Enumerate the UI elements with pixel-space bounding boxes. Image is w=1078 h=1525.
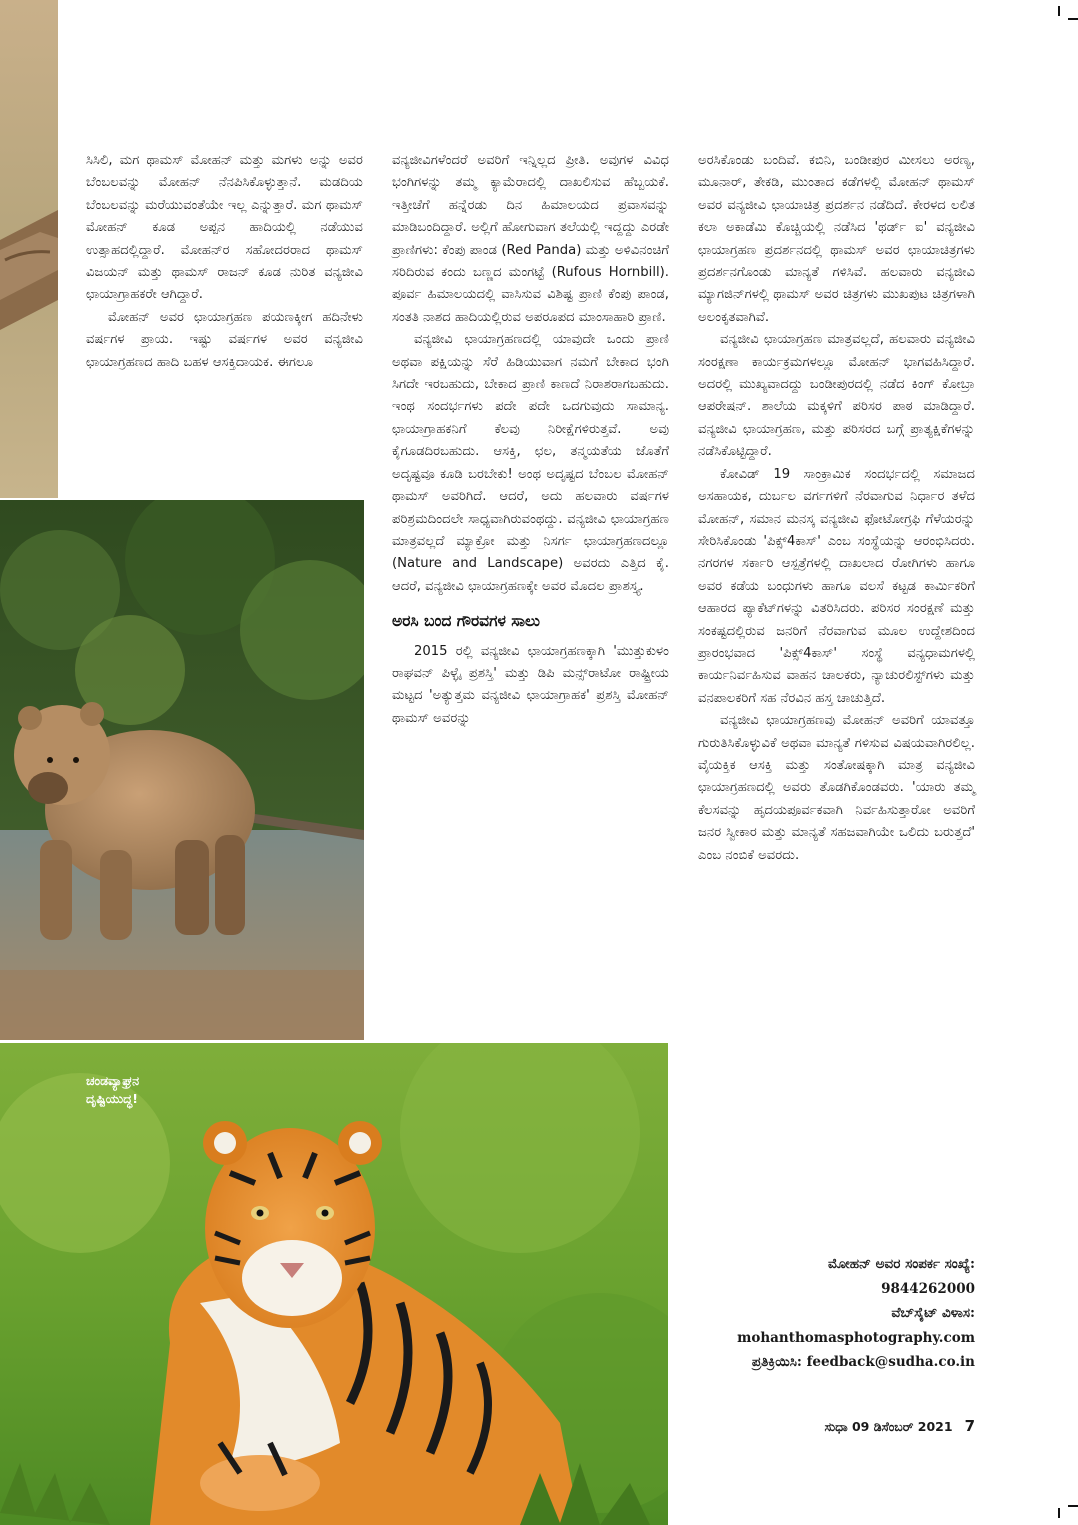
contact-block <box>675 1252 975 1375</box>
section-subheading: ಅರಸಿ ಬಂದ ಗೌರವಗಳ ಸಾಲು <box>392 612 540 631</box>
tiger-caption <box>86 1072 139 1108</box>
contact-phone-label: ಮೋಹನ್ ಅವರ ಸಂಪರ್ಕ ಸಂಖ್ಯೆ: <box>828 1256 975 1272</box>
page-number: 7 <box>964 1417 975 1435</box>
contact-website-label: ವೆಬ್‌ಸೈಟ್ ವಿಳಾಸ: <box>891 1305 975 1321</box>
paragraph: ವನ್ಯಜೀವಿ ಛಾಯಾಗ್ರಹಣದಲ್ಲಿ ಯಾವುದೇ ಒಂದು ಪ್ರಾಣಿ ಅಥವಾ ಪಕ್ಷಿಯನ್ನು ಸೆರೆ ಹಿಡಿಯುವಾಗ ನಮಗೆ ಬೇಕಾದ ಭಂಗಿ ಸಿಗದೇ ಇರಬಹುದು, ಬೇಕಾದ ಪ್ರಾಣಿ ಕಾಣದೆ ನಿರಾಶರಾಗಬಹುದು. ಇಂಥ ಸಂದರ್ಭಗಳು ಪದೇ ಪದೇ ಒದಗುವುದು ಸಾಮಾನ್ಯ. ಛಾಯಾಗ್ರಾಹಕನಿಗೆ ಕೆಲವು ನಿರೀಕ್ಷೆಗಳಿರುತ್ತವೆ. ಅವು ಕೈಗೂಡದಿರಬಹುದು. ಆಸಕ್ತಿ, ಛಲ, ತನ್ಮಯತೆಯ ಜೊತೆಗೆ ಅದೃಷ್ಟವೂ ಕೂಡಿ ಬರಬೇಕು! ಅಂಥ ಅದೃಷ್ಟದ ಬೆಂಬಲ ಮೋಹನ್ ಥಾಮಸ್ ಅವರಿಗಿದೆ. ಆದರೆ, ಅದು ಹಲವಾರು ವರ್ಷಗಳ ಪರಿಶ್ರಮದಿಂದಲೇ ಸಾಧ್ಯವಾಗಿರುವಂಥದ್ದು. ವನ್ಯಜೀವಿ ಛಾಯಾಗ್ರಹಣ ಮಾತ್ರವಲ್ಲದೆ ಮ್ಯಾಕ್ರೋ ಮತ್ತು ನಿಸರ್ಗ ಛಾಯಾಗ್ರಹಣದಲ್ಲೂ (Nature and Landscape) ಅವರದು ಎತ್ತಿದ ಕೈ. ಆದರೆ, ವನ್ಯಜೀವಿ ಛಾಯಾಗ್ರಹಣಕ್ಕೇ ಅವರ ಮೊದಲ ಪ್ರಾಶಸ್ತ್ಯ. <box>392 332 669 594</box>
paragraph: ವನ್ಯಜೀವಿ ಛಾಯಾಗ್ರಹಣವು ಮೋಹನ್ ಅವರಿಗೆ ಯಾವತ್ತೂ ಗುರುತಿಸಿಕೊಳ್ಳುವಿಕೆ ಅಥವಾ ಮಾನ್ಯತೆ ಗಳಿಸುವ ವಿಷಯವಾಗಿರಲಿಲ್ಲ. ವೈಯಕ್ತಿಕ ಆಸಕ್ತಿ ಮತ್ತು ಸಂತೋಷಕ್ಕಾಗಿ ಮಾತ್ರ ವನ್ಯಜೀವಿ ಛಾಯಾಗ್ರಹಣದಲ್ಲಿ ಅವರು ತೊಡಗಿಕೊಂಡವರು. 'ಯಾರು ತಮ್ಮ ಕೆಲಸವನ್ನು ಹೃದಯಪೂರ್ವಕವಾಗಿ ನಿರ್ವಹಿಸುತ್ತಾರೋ ಅವರಿಗೆ ಜನರ ಸ್ವೀಕಾರ ಮತ್ತು ಮಾನ್ಯತೆ ಸಹಜವಾಗಿಯೇ ಒಲಿದು ಬರುತ್ತದೆ' ಎಂಬ ನಂಬಿಕೆ ಅವರದು. <box>698 713 975 863</box>
paragraph: ಅರಸಿಕೊಂಡು ಬಂದಿವೆ. ಕಬಿನಿ, ಬಂಡೀಪುರ ಮೀಸಲು ಅರಣ್ಯ, ಮೂನಾರ್, ತೇಕಡಿ, ಮುಂತಾದ ಕಡೆಗಳಲ್ಲಿ ಮೋಹನ್ ಥಾಮಸ್ ಅವರ ವನ್ಯಜೀವಿ ಛಾಯಾಚಿತ್ರ ಪ್ರದರ್ಶನ ನಡೆದಿದೆ. ಕೇರಳದ ಲಲಿತ ಕಲಾ ಅಕಾಡೆಮಿ ಕೊಚ್ಚಿಯಲ್ಲಿ ನಡೆಸಿದ 'ಥರ್ಡ್ ಐ' ವನ್ಯಜೀವಿ ಛಾಯಾಗ್ರಹಣ ಪ್ರದರ್ಶನದಲ್ಲಿ ಥಾಮಸ್ ಅವರ ಛಾಯಾಚಿತ್ರಗಳು ಪ್ರದರ್ಶನಗೊಂಡು ಮಾನ್ಯತೆ ಗಳಿಸಿವೆ. ಹಲವಾರು ವನ್ಯಜೀವಿ ಮ್ಯಾಗಜಿನ್‌ಗಳಲ್ಲಿ ಥಾಮಸ್ ಅವರ ಚಿತ್ರಗಳು ಮುಖಪುಟ ಚಿತ್ರಗಳಾಗಿ ಅಲಂಕೃತವಾಗಿವೆ. <box>698 153 975 325</box>
paragraph: 2015 ರಲ್ಲಿ ವನ್ಯಜೀವಿ ಛಾಯಾಗ್ರಹಣಕ್ಕಾಗಿ 'ಮುತ್ತುಕುಳಂ ರಾಘವನ್ ಪಿಳ್ಳೈ ಪ್ರಶಸ್ತಿ' ಮತ್ತು ಡಿಪಿ ಮನ್ಸ್‌ರಾಟೋ ರಾಷ್ಟ್ರೀಯ ಮಟ್ಟದ 'ಅತ್ಯುತ್ತಮ ವನ್ಯಜೀವಿ ಛಾಯಾಗ್ರಾಹಕ' ಪ್ರಶಸ್ತಿ ಮೋಹನ್ ಥಾಮಸ್ ಅವರನ್ನು <box>392 643 669 726</box>
crop-mark <box>1058 1508 1060 1518</box>
paragraph: ವನ್ಯಜೀವಿ ಛಾಯಾಗ್ರಹಣ ಮಾತ್ರವಲ್ಲದೆ, ಹಲವಾರು ವನ್ಯಜೀವಿ ಸಂರಕ್ಷಣಾ ಕಾರ್ಯಕ್ರಮಗಳಲ್ಲೂ ಮೋಹನ್ ಭಾಗವಹಿಸಿದ್ದಾರೆ. ಅದರಲ್ಲಿ ಮುಖ್ಯವಾದದ್ದು ಬಂಡೀಪುರದಲ್ಲಿ ನಡೆದ ಕಿಂಗ್ ಕೋಬ್ರಾ ಆಪರೇಷನ್. ಶಾಲೆಯ ಮಕ್ಕಳಿಗೆ ಪರಿಸರ ಪಾಠ ಮಾಡಿದ್ದಾರೆ. ವನ್ಯಜೀವಿ ಛಾಯಾಗ್ರಹಣ, ಮತ್ತು ಪರಿಸರದ ಬಗ್ಗೆ ಪ್ರಾತ್ಯಕ್ಷಿಕೆಗಳನ್ನು ನಡೆಸಿಕೊಟ್ಟಿದ್ದಾರೆ. <box>698 332 975 460</box>
contact-feedback-email[interactable]: feedback@sudha.co.in <box>806 1354 975 1370</box>
contact-phone: 9844262000 <box>881 1280 975 1297</box>
page-footer <box>825 1417 975 1435</box>
paragraph: ಸಿಸಿಲಿ, ಮಗ ಥಾಮಸ್ ಮೋಹನ್ ಮತ್ತು ಮಗಳು ಅನ್ನು ಅವರ ಬೆಂಬಲವನ್ನು ಮೋಹನ್ ನೆನಪಿಸಿಕೊಳ್ಳುತ್ತಾನೆ. ಮಡದಿಯ ಬೆಂಬಲವನ್ನು ಮರೆಯುವಂತೆಯೇ ಇಲ್ಲ ಎನ್ನುತ್ತಾರೆ. ಮಗ ಥಾಮಸ್ ಮೋಹನ್ ಕೂಡ ಅಪ್ಪನ ಹಾದಿಯಲ್ಲಿ ನಡೆಯುವ ಉತ್ಸಾಹದಲ್ಲಿದ್ದಾರೆ. ಮೋಹನ್‌ರ ಸಹೋದರರಾದ ಥಾಮಸ್ ವಿಜಯನ್ ಮತ್ತು ಥಾಮಸ್ ರಾಜನ್ ಕೂಡ ನುರಿತ ವನ್ಯಜೀವಿ ಛಾಯಾಗ್ರಾಹಕರೇ ಆಗಿದ್ದಾರೆ. <box>86 153 363 303</box>
footer-text: ಸುಧಾ 09 ಡಿಸೆಂಬರ್ 2021 <box>824 1419 953 1434</box>
crop-mark <box>1058 6 1060 16</box>
tiger-caption-line1: ಚಂಡವ್ಯಾಘ್ರನ <box>86 1073 140 1088</box>
article-column-1 <box>86 150 363 374</box>
contact-website[interactable]: mohanthomasphotography.com <box>737 1329 975 1346</box>
bear-photo <box>0 500 364 1040</box>
paragraph: ವನ್ಯಜೀವಿಗಳೆಂದರೆ ಅವರಿಗೆ ಇನ್ನಿಲ್ಲದ ಪ್ರೀತಿ. ಅವುಗಳ ವಿವಿಧ ಭಂಗಿಗಳನ್ನು ತಮ್ಮ ಕ್ಯಾಮೆರಾದಲ್ಲಿ ದಾಖಲಿಸುವ ಹೆಬ್ಬಯಕೆ. ಇತ್ತೀಚೆಗೆ ಹನ್ನೆರಡು ದಿನ ಹಿಮಾಲಯದ ಪ್ರವಾಸವನ್ನು ಮಾಡಿಬಂದಿದ್ದಾರೆ. ಅಲ್ಲಿಗೆ ಹೋಗುವಾಗ ತಲೆಯಲ್ಲಿ ಇದ್ದದ್ದು ಎರಡೇ ಪ್ರಾಣಿಗಳು: ಕೆಂಪು ಪಾಂಡ (Red Panda) ಮತ್ತು ಅಳಿವಿನಂಚಿಗೆ ಸರಿದಿರುವ ಕಂದು ಬಣ್ಣದ ಮಂಗಟ್ಟೆ (Rufous Hornbill). ಪೂರ್ವ ಹಿಮಾಲಯದಲ್ಲಿ ವಾಸಿಸುವ ವಿಶಿಷ್ಟ ಪ್ರಾಣಿ ಕೆಂಪು ಪಾಂಡ, ಸಂತತಿ ನಾಶದ ಹಾದಿಯಲ್ಲಿರುವ ಅಪರೂಪದ ಮಾಂಸಾಹಾರಿ ಪ್ರಾಣಿ. <box>392 153 669 325</box>
tiger-photo <box>0 1043 668 1525</box>
paragraph: ಮೋಹನ್ ಅವರ ಛಾಯಾಗ್ರಹಣ ಪಯಣಕ್ಕೀಗ ಹದಿನೇಳು ವರ್ಷಗಳ ಪ್ರಾಯ. ಇಷ್ಟು ವರ್ಷಗಳ ಅವರ ವನ್ಯಜೀವಿ ಛಾಯಾಗ್ರಹಣದ ಹಾದಿ ಬಹಳ ಆಸಕ್ತಿದಾಯಕ. ಈಗಲೂ <box>86 309 363 370</box>
paragraph: ಕೋವಿಡ್ 19 ಸಾಂಕ್ರಾಮಿಕ ಸಂದರ್ಭದಲ್ಲಿ ಸಮಾಜದ ಅಸಹಾಯಕ, ದುರ್ಬಲ ವರ್ಗಗಳಿಗೆ ನೆರವಾಗುವ ನಿರ್ಧಾರ ತಳೆದ ಮೋಹನ್, ಸಮಾನ ಮನಸ್ಕ ವನ್ಯಜೀವಿ ಫೋಟೋಗ್ರಫಿ ಗೆಳೆಯರನ್ನು ಸೇರಿಸಿಕೊಂಡು 'ಪಿಕ್ಸ್4ಕಾಸ್' ಎಂಬ ಸಂಸ್ಥೆಯನ್ನು ಆರಂಭಿಸಿದರು. ನಗರಗಳ ಸರ್ಕಾರಿ ಆಸ್ಪತ್ರೆಗಳಲ್ಲಿ ದಾಖಲಾದ ರೋಗಿಗಳು ಹಾಗೂ ಅವರ ಕಡೆಯ ಬಂಧುಗಳು ಹಾಗೂ ವಲಸೆ ಕಟ್ಟಡ ಕಾರ್ಮಿಕರಿಗೆ ಆಹಾರದ ಪ್ಯಾಕೆಟ್‌ಗಳನ್ನು ವಿತರಿಸಿದರು. ಪರಿಸರ ಸಂರಕ್ಷಣೆ ಮತ್ತು ಸಂಕಷ್ಟದಲ್ಲಿರುವ ಜನರಿಗೆ ನೆರವಾಗುವ ಮೂಲ ಉದ್ದೇಶದಿಂದ ಪ್ರಾರಂಭವಾದ 'ಪಿಕ್ಸ್4ಕಾಸ್' ಸಂಸ್ಥೆ ವನ್ಯಧಾಮಗಳಲ್ಲಿ ಕಾರ್ಯನಿರ್ವಹಿಸುವ ವಾಹನ ಚಾಲಕರು, ನ್ಯಾಚುರಲಿಸ್ಟ್‌ಗಳು ಮತ್ತು ವನಪಾಲಕರಿಗೆ ಸಹ ನೆರವಿನ ಹಸ್ತ ಚಾಚುತ್ತಿದೆ. <box>698 466 975 706</box>
tiger-caption-line2: ದೃಷ್ಟಿಯುದ್ಧ! <box>86 1091 138 1106</box>
article-column-3 <box>698 150 975 867</box>
crop-mark <box>1068 1505 1078 1507</box>
article-column-2 <box>392 150 669 730</box>
bird-branch-photo <box>0 0 58 498</box>
contact-feedback <box>675 1350 975 1375</box>
crop-mark <box>1068 18 1078 20</box>
contact-feedback-label: ಪ್ರತಿಕ್ರಿಯಿಸಿ: <box>751 1354 802 1370</box>
